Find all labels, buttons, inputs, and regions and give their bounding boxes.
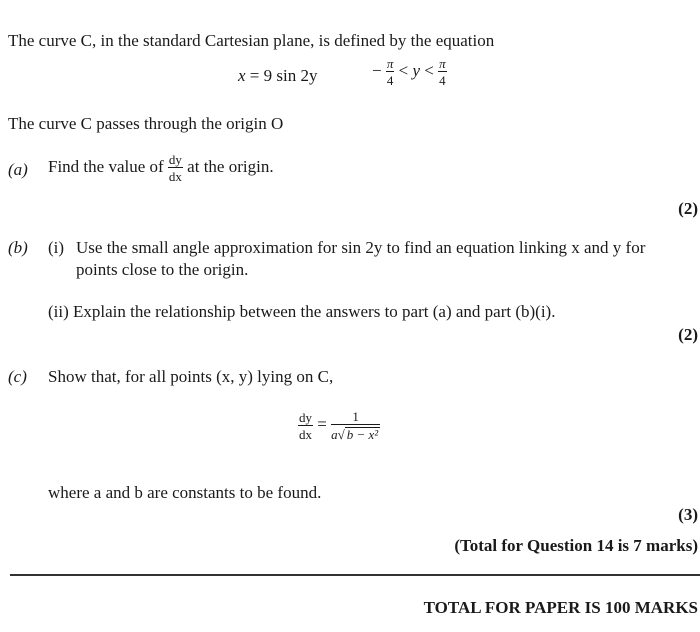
part-b-label: (b) [8, 238, 28, 257]
part-c-rhs-num: 1 [331, 410, 380, 425]
part-b-i-label: (i) [48, 238, 65, 257]
range-y: y [412, 60, 420, 80]
question-total: (Total for Question 14 is 7 marks) [454, 536, 698, 555]
part-c-lhs-den: dx [299, 426, 312, 442]
divider [10, 574, 700, 576]
part-a-frac-num: dy [168, 152, 182, 167]
part-b-marks: (2) [678, 325, 698, 344]
passes-origin-text: The curve C passes through the origin O [8, 114, 284, 133]
eq-x: x [238, 66, 246, 85]
part-a-frac-den: dx [168, 169, 182, 184]
part-c-rhs-root: b − x² [346, 427, 379, 442]
part-a-text-before: Find the value of [48, 156, 164, 176]
part-b-ii-text: (ii) Explain the relationship between the answers to part (a) and part (b)(i). [48, 302, 556, 321]
part-c-equals: = [317, 414, 327, 434]
part-c-derivative-equation [298, 410, 380, 441]
part-c-where-text: where a and b are constants to be found. [48, 483, 322, 502]
part-c-text: Show that, for all points (x, y) lying on C, [48, 367, 334, 386]
eq-equals: = [249, 66, 260, 85]
range-pi-right: π [439, 56, 446, 71]
range-minus: − [372, 60, 382, 80]
range-lt-2: < [424, 60, 434, 80]
range-inequality [372, 57, 447, 87]
part-c-lhs-num: dy [299, 409, 312, 425]
range-four-left: 4 [386, 73, 394, 88]
range-pi-left: π [386, 56, 394, 71]
part-b-i-line1: Use the small angle approximation for sin 2y to find an equation linking x and y for [76, 238, 646, 257]
range-lt-1: < [398, 60, 409, 80]
part-c-marks: (3) [678, 505, 698, 524]
defining-equation [238, 66, 317, 86]
part-a-marks: (2) [678, 199, 698, 218]
part-a-text-after: at the origin. [187, 156, 274, 176]
root-sign-icon: √ [337, 427, 345, 442]
part-b-i-line2: points close to the origin. [76, 260, 249, 279]
paper-total: TOTAL FOR PAPER IS 100 MARKS [423, 598, 698, 617]
part-c-label: (c) [8, 367, 27, 386]
eq-rhs: 9 sin 2y [263, 66, 318, 85]
part-c-rhs-a: a [331, 427, 338, 442]
part-a-label: (a) [8, 160, 28, 179]
part-a-question [48, 153, 274, 183]
intro-text: The curve C, in the standard Cartesian plane, is defined by the equation [8, 31, 495, 50]
range-four-right: 4 [439, 73, 446, 88]
